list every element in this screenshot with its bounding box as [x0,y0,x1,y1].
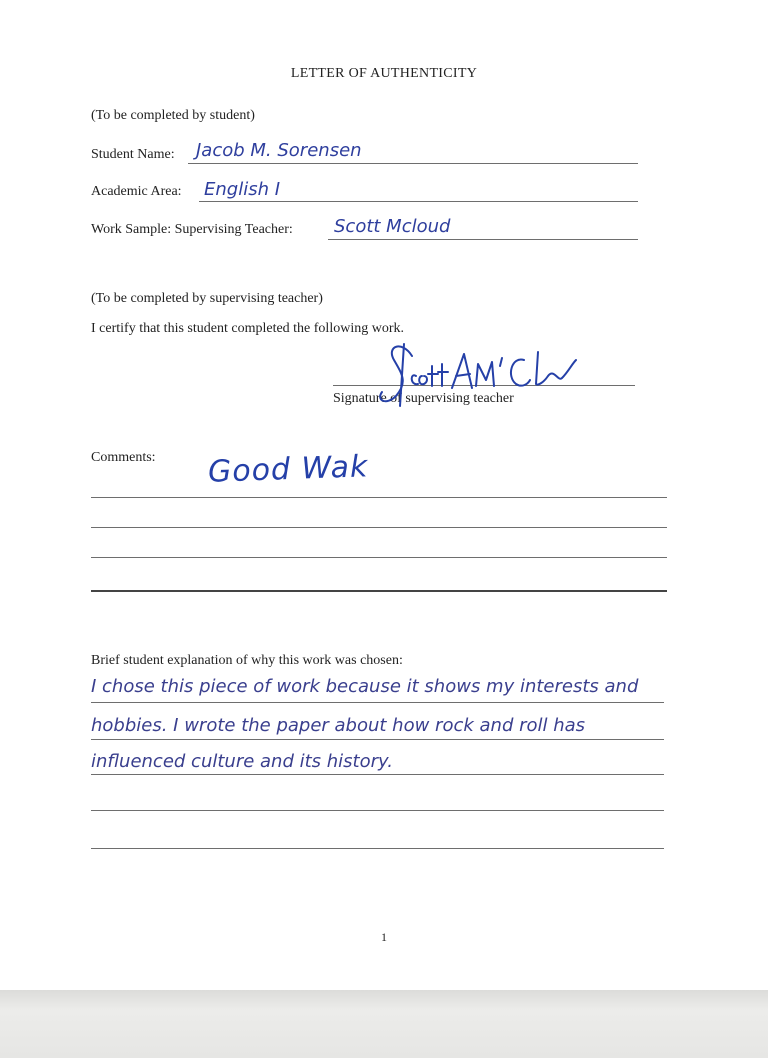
explanation-line-1: I chose this piece of work because it shows my interests and [91,676,639,697]
student-section-heading: (To be completed by student) [91,108,255,123]
supervising-teacher-line [328,239,638,240]
teacher-section-heading: (To be completed by supervising teacher) [91,291,323,306]
explanation-rule-5 [91,848,664,849]
certify-statement: I certify that this student completed the following work. [91,321,404,336]
academic-area-value: English I [204,179,281,200]
student-name-value: Jacob M. Sorensen [196,140,362,161]
supervising-teacher-label: Work Sample: Supervising Teacher: [91,222,293,237]
explanation-rule-3 [91,774,664,775]
page-number: 1 [381,930,387,944]
comments-label: Comments: [91,450,156,465]
explanation-line-3: influenced culture and its history. [91,751,393,772]
student-name-label: Student Name: [91,147,175,162]
scan-margin [0,990,768,1058]
academic-area-label: Academic Area: [91,184,182,199]
signature-caption: Signature of supervising teacher [333,391,514,406]
academic-area-line [199,201,638,202]
explanation-rule-1 [91,702,664,703]
explanation-rule-2 [91,739,664,740]
supervising-teacher-value: Scott Mcloud [334,216,451,237]
student-name-line [188,163,638,164]
comments-line-4 [91,590,667,592]
comments-line-3 [91,557,667,558]
explanation-label: Brief student explanation of why this work was chosen: [91,653,403,668]
comments-line-2 [91,527,667,528]
explanation-line-2: hobbies. I wrote the paper about how rock and roll has [91,715,586,736]
teacher-signature [372,336,582,408]
document-title: LETTER OF AUTHENTICITY [290,66,478,81]
comments-value: Good Wak [207,449,369,490]
explanation-rule-4 [91,810,664,811]
comments-line-1 [91,497,667,498]
